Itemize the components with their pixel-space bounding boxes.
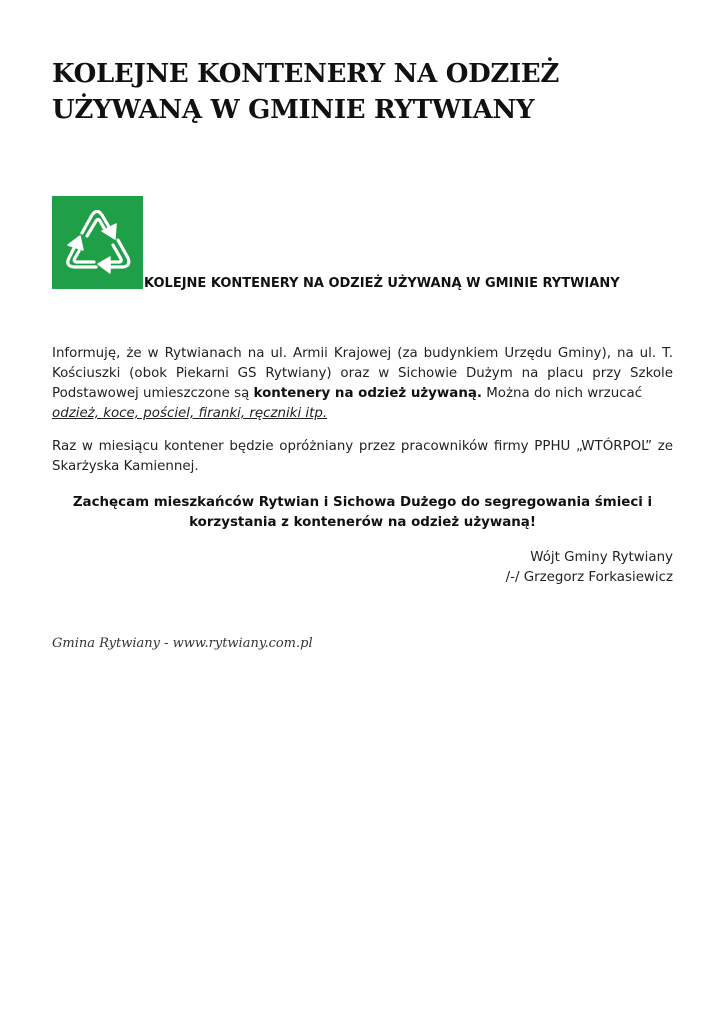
signature-name: /-/ Grzegorz Forkasiewicz (505, 570, 673, 585)
page-title-line-1: KOLEJNE KONTENERY NA ODZIEŻ (52, 59, 560, 89)
recycle-image (52, 196, 143, 289)
footer: Gmina Rytwiany - www.rytwiany.com.pl (52, 636, 313, 651)
recycle-icon (52, 196, 143, 289)
paragraph-locations (52, 344, 673, 424)
signature (52, 548, 673, 588)
signature-title: Wójt Gminy Rytwiany (530, 550, 673, 565)
appeal-text: Zachęcam mieszkańców Rytwian i Sichowa Dużego do segregowania śmieci i korzystania z kontenerów na odzież używaną! (72, 495, 653, 530)
article-heading: KOLEJNE KONTENERY NA ODZIEŻ UŻYWANĄ W GMINIE RYTWIANY (144, 276, 620, 291)
paragraph-collection: Raz w miesiącu kontener będzie opróżniany przez pracowników firmy PPHU „WTÓRPOL” ze Skarżyska Kamiennej. (52, 439, 673, 474)
paragraph-locations-text-after: Można do nich wrzucać (481, 386, 643, 401)
paragraph-locations-text: Informuję, że w Rytwianach na ul. Armii Krajowej (za budynkiem Urzędu Gminy), na ul. T. Kościuszki (obok Piekarni GS Rytwiany) oraz w Sichowie Dużym na placu przy Szkole Podstawowej umieszczone są (52, 346, 673, 401)
accepted-items: odzież, koce, pościel, firanki, ręczniki itp. (52, 406, 328, 421)
containers-emphasis: kontenery na odzież używaną. (253, 386, 482, 401)
page-title-line-2: UŻYWANĄ W GMINIE RYTWIANY (52, 95, 535, 125)
page-title (52, 56, 652, 128)
